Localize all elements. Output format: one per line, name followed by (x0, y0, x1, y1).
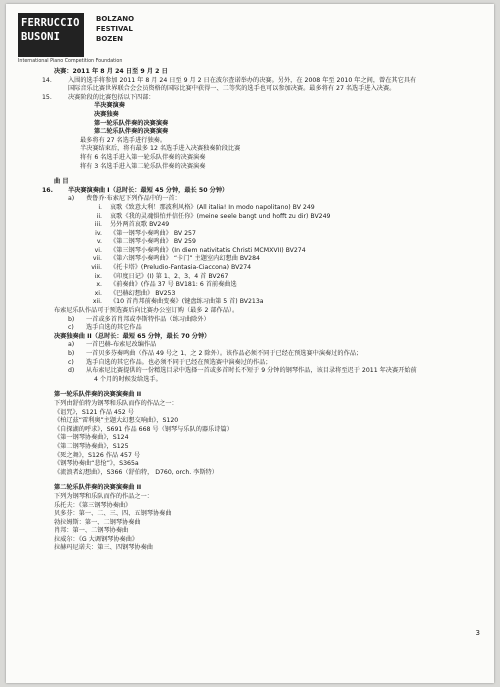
roman-numeral: x. (96, 281, 102, 289)
recital-item-text: 从布索尼比赛提供的一份精选目录中选择一首或多首时长不短于 9 分钟的钢琴作品，该目录将至迟于 2011 年决赛开始前 (86, 367, 417, 375)
stage-note: 半决赛结束后，将有最多 12 名选手进入决赛独奏阶段比赛 (80, 145, 241, 153)
orchestral-work: 《第一钢琴协奏曲》，S124 (54, 434, 129, 442)
busoni-logo (18, 13, 84, 57)
concerto-item: 贝多芬：第一、二、三、四、五钢琴协奏曲 (54, 510, 172, 518)
orchestral-work: 《诅咒》，S121 作品 452 号 (54, 408, 134, 416)
busoni-work (54, 281, 484, 290)
work-title: 《前奏曲》(作品 37 号 BV181: 6 首前奏曲选 (110, 281, 237, 289)
stage-note: 最多将有 27 名选手进行独奏。 (80, 136, 167, 144)
concerto-item: 勃拉姆斯：第一、二钢琴协奏曲 (54, 518, 141, 526)
item-letter: a) (68, 195, 75, 203)
stage-item: 决赛独奏 (94, 110, 119, 118)
item-16 (42, 186, 484, 196)
item-letter: b) (68, 315, 75, 323)
item-15-text: 决赛阶段的比赛包括以下四部： (68, 93, 155, 101)
festival-line: FESTIVAL (96, 25, 133, 33)
festival-line: BOLZANO (96, 15, 135, 23)
roman-numeral: xi. (94, 289, 102, 297)
recital-item (54, 359, 484, 368)
roman-numeral: ii. (96, 212, 102, 220)
work-title: 《第二钢琴小奏鸣曲》 BV 259 (110, 238, 196, 246)
recital-item-text: 一首巴赫-布索尼改编作品 (86, 341, 157, 349)
stage-item: 第一轮乐队伴奏的决赛演奏 (94, 119, 169, 127)
semi-item-text: 选手自选的其它作品 (86, 324, 142, 332)
work-title: 哀歌《致意大利！那波利风格》(All italia! In modo napolitano) BV 249 (110, 203, 315, 211)
orchestral-work: 《第二钢琴协奏曲》，S125 (54, 442, 129, 450)
logo-line-2: BUSONI (21, 31, 61, 43)
semi-item-c (54, 324, 484, 333)
recital-item-continued: 4 个月的时候发给选手。 (94, 375, 162, 383)
roman-numeral: i. (98, 203, 102, 211)
item-letter: c) (68, 324, 74, 332)
roman-numeral: v. (96, 238, 102, 246)
semi-item-a (54, 195, 484, 204)
roman-numeral: xii. (92, 298, 102, 306)
orchestral-work: 《钢琴协奏曲“悲怆”》，S365a (54, 460, 139, 468)
item-letter: c) (68, 358, 74, 366)
concerto-item: 肖邦：第一、二钢琴协奏曲 (54, 527, 129, 535)
busoni-work (54, 255, 484, 264)
item-14 (42, 76, 484, 86)
item-14-line: 入围的选手将参加 2011 年 8 月 24 日至 9 月 2 日在波尔查诺举办的决赛。另外，在 2008 年至 2010 年之间，曾在其它具有 (68, 76, 417, 84)
document-body (42, 68, 484, 553)
semi-final-title: 半决赛演奏曲 I（总时长：最短 45 分钟，最长 50 分钟） (68, 186, 229, 194)
first-orchestral-intro: 下列由舒伯特为钢琴和乐队而作的作品之一： (54, 399, 178, 407)
concerto-item: 乐托夫：《第三钢琴协奏曲》 (54, 501, 132, 509)
logo-subtitle: International Piano Competition Foundation (18, 59, 123, 64)
item-letter: d) (68, 367, 75, 375)
orchestral-work: 《柏辽兹“雷利奥”主题大幻想交响曲》，S120 (54, 417, 179, 425)
busoni-work (54, 238, 484, 247)
stage-item: 第二轮乐队伴奏的决赛演奏 (94, 128, 169, 136)
busoni-work (54, 273, 484, 282)
roman-numeral: iii. (94, 221, 102, 229)
item-number: 16. (42, 186, 53, 194)
semi-item-b (54, 316, 484, 325)
concerto-item: 拉赫玛尼诺夫：第三、四钢琴协奏曲 (54, 544, 153, 552)
work-title: 《10 首肖邦前奏曲变奏》(键盘练习曲第 5 首) BV213a (110, 298, 264, 306)
stage-note: 将有 6 名选手进入第一轮乐队伴奏的决赛演奏 (80, 153, 206, 161)
second-orchestral-title: 第二轮乐队伴奏的决赛演奏曲 II (54, 484, 142, 492)
work-title: 《印度日记》(I) 第 1、2、3、4 首 BV267 (110, 272, 229, 280)
work-title: 哀歌《我的灵魂惧怕并信任你》(meine seele bangt und hofft zu dir) BV249 (110, 212, 331, 220)
work-title: 《第三钢琴小奏鸣曲》(In diem nativitatis Christi MCMXVII) BV274 (110, 246, 306, 254)
second-orchestral-intro: 下列为钢琴和乐队而作的作品之一： (54, 492, 153, 500)
recital-item (54, 367, 484, 376)
busoni-work (54, 221, 484, 230)
work-title: 另外两首哀歌 BV249 (110, 221, 170, 229)
orchestral-work: 《死之舞》，S126 作品 457 号 (54, 451, 141, 459)
roman-numeral: viii. (91, 264, 102, 272)
roman-numeral: vi. (94, 246, 102, 254)
item-number: 14. (42, 76, 52, 84)
repertoire-heading: 曲 目 (54, 178, 69, 186)
stage-note: 将有 3 名选手进入第二轮乐队伴奏的决赛演奏 (80, 162, 206, 170)
work-title: 《托卡塔》(Preludio-Fantasia-Ciaccona) BV274 (110, 264, 252, 272)
orchestral-work: 《自探湖的呼求》，S691 作品 668 号（钢琴与乐队的器乐诗篇） (54, 425, 233, 433)
item-number: 15. (42, 93, 52, 101)
semi-item-text: 费鲁乔·布索尼下列作品中的一首： (86, 195, 181, 203)
document-page (6, 4, 494, 683)
page-number: 3 (475, 629, 480, 637)
concerto-item: 拉威尔：《G 大调钢琴协奏曲》 (54, 535, 139, 543)
roman-numeral: iv. (95, 229, 102, 237)
busoni-work (54, 204, 484, 213)
busoni-work (54, 264, 484, 273)
work-title: 《第一钢琴小奏鸣曲》 BV 257 (110, 229, 196, 237)
festival-name (96, 14, 134, 44)
recital-item (54, 341, 484, 350)
roman-numeral: ix. (94, 272, 102, 280)
recital-item-text: 选手自选的其它作品。也必须不同于已经在预选赛中演奏过的作品； (86, 358, 272, 366)
roman-numeral: vii. (92, 255, 102, 263)
stage-item: 半决赛演奏 (94, 102, 125, 110)
recital-item-text: 一首贝多芬奏鸣曲（作品 49 号之 1、之 2 除外）。该作品必须不同于已经在预选赛中演奏过的作品； (86, 350, 363, 357)
item-letter: a) (68, 341, 75, 349)
work-title: 《巴赫幻想曲》 BV253 (110, 289, 176, 297)
first-orchestral-title: 第一轮乐队伴奏的决赛演奏曲 II (54, 391, 142, 399)
recital-item (54, 350, 484, 359)
logo-line-1: FERRUCCIO (21, 17, 80, 29)
busoni-work (54, 298, 484, 307)
final-dates: 决赛：2011 年 8 月 24 日至 9 月 2 日 (54, 68, 168, 75)
recital-title: 决赛独奏曲 II（总时长：最短 65 分钟，最长 70 分钟） (54, 332, 211, 340)
busoni-work (54, 213, 484, 222)
busoni-work (54, 230, 484, 239)
item-15 (42, 93, 484, 103)
item-letter: b) (68, 350, 75, 357)
semi-item-text: 一首或多首肖邦或李斯特作品（练习曲除外） (86, 315, 210, 323)
work-title: 《第六钢琴小奏鸣曲》 “卡门” 主题室内幻想曲 BV284 (110, 255, 260, 263)
item-14-line: 国际音乐比赛世界联合会会员资格的国际比赛中获得一、二等奖的选手也可以参加决赛。最多将有 27 名选手进入决赛。 (68, 85, 396, 93)
orchestral-work: 《流浪者幻想曲》，S366（舒伯特， D760, orch. 李斯特） (54, 468, 218, 476)
festival-line: BOZEN (96, 35, 124, 43)
semi-note: 布索尼乐队作品可于预选赛后向比赛办公室订购（最多 2 部作品）。 (54, 307, 239, 315)
